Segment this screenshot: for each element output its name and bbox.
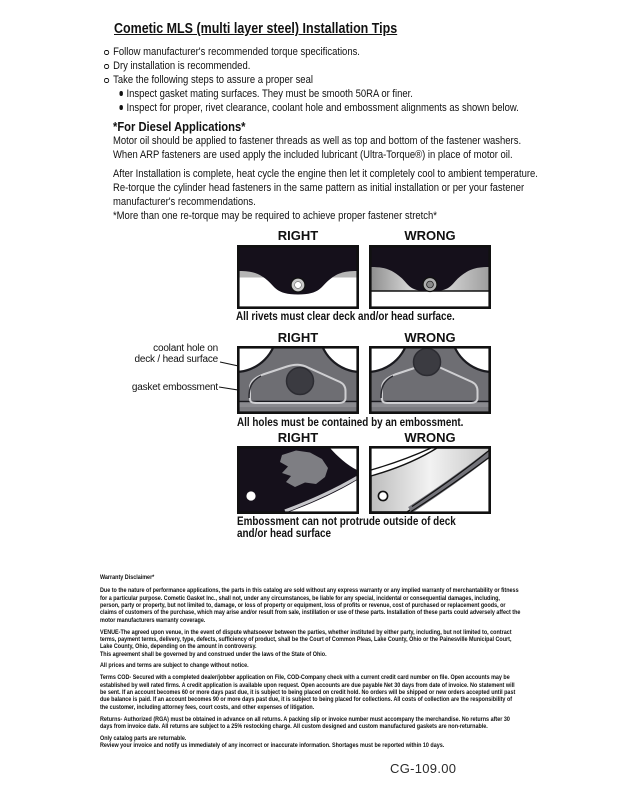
list-item-text: Dry installation is recommended.: [113, 60, 251, 72]
retorque-note: *More than one re-torque may be required to achieve proper fastener stretch*: [113, 210, 437, 222]
right-label: RIGHT: [277, 228, 319, 243]
warranty-paragraph: Review your invoice and notify us immediately of any incorrect or inaccurate information. Shortages must be reported within 10 days.: [100, 742, 445, 750]
row1-caption: All rivets must clear deck and/or head surface.: [236, 311, 455, 323]
right-label: RIGHT: [277, 430, 319, 445]
open-bullet-icon: [104, 64, 109, 70]
list-item-text: Take the following steps to assure a proper seal: [113, 74, 313, 86]
diesel-paragraph-1: Motor oil should be applied to fastener threads as well as top and bottom of the fastener washers. When ARP fasteners are used apply the included lubricant (Ultra-Torque®) in place of motor oil.: [113, 135, 522, 161]
diagram-rivet-right: [237, 245, 359, 309]
coolant-hole-label-line1: coolant hole on: [153, 343, 218, 354]
list-item-text: Inspect for proper, rivet clearance, coolant hole and embossment alignments as shown below.: [126, 102, 519, 114]
warranty-section: [100, 574, 521, 754]
wrong-label: WRONG: [404, 430, 456, 445]
coolant-hole-label: [100, 343, 218, 365]
warranty-paragraph: Due to the nature of performance applications, the parts in this catalog are sold without any express warranty or any implied warranty of merchantability or fitness for a particular purpose. Cometic Gasket Inc., shall not, under any circumstances, be liable for any special, incidental or consequential damages, including, person, party or property, but not limited to, damage, or loss of property or equipment, loss of profits or revenue, cost of purchased or replacement goods, or claims of customers of the purchase, which may arise and/or result from sale, instillation or use of these parts. Installation of these parts could adversely affect the motor manufacturers warranty coverage.: [100, 587, 521, 624]
diagram-embossment-right: [237, 346, 359, 414]
filled-bullet-icon: [119, 105, 123, 109]
row3-caption-line1: Embossment can not protrude outside of deck: [237, 516, 456, 528]
warranty-paragraph: This agreement shall be governed by and construed under the laws of the State of Ohio.: [100, 650, 327, 658]
diagram-protrusion-wrong: [369, 446, 491, 514]
warranty-paragraph: Terms COD- Secured with a completed dealer/jobber application on File, COD-Company check with a current credit card number on file. Open accounts may be established by well rated firms. A credit application is available upon request. Open accounts are due payable Net 30 days from date of invoice. No statement will be sent. If an account becomes 60 or more days past due, it is subject to being placed on credit hold. No orders will be shipped or new orders accepted until past due balance is paid. If an account becomes 90 or more days past due, it is subject to being placed for collections. All costs of collection are the responsibility of the customer, including attorney fees, court costs, and other expenses of litigation.: [100, 674, 516, 711]
wrong-label: WRONG: [404, 330, 456, 345]
list-item-text: Follow manufacturer's recommended torque specifications.: [113, 46, 360, 58]
list-item-text: Inspect gasket mating surfaces. They must be smooth 50RA or finer.: [126, 88, 413, 100]
diesel-heading: *For Diesel Applications*: [113, 119, 246, 134]
diagram-embossment-wrong: [369, 346, 491, 414]
right-label: RIGHT: [277, 330, 319, 345]
diagram-protrusion-right: [237, 446, 359, 514]
page-title: Cometic MLS (multi layer steel) Installation Tips: [114, 21, 398, 37]
warranty-paragraph: All prices and terms are subject to change without notice.: [100, 662, 249, 670]
row3-caption: [237, 517, 456, 540]
open-bullet-icon: [104, 78, 109, 84]
list-item: [104, 45, 551, 59]
gasket-embossment-label: gasket embossment: [131, 382, 218, 393]
coolant-hole-label-line2: deck / head surface: [134, 354, 218, 365]
warranty-paragraph: VENUE-The agreed upon venue, in the event of dispute whatsoever between the parties, whether instituted by either party, including, but not limited to, contract terms, payment terms, delivery, type, defects, sufficiency of product, shall be the Court of Common Pleas, Lake County, Ohio or the Painesville Municipal Court, Lake County, Ohio, depending on the amount in controversy.: [100, 628, 512, 651]
filled-bullet-icon: [119, 91, 123, 95]
warranty-paragraph: Only catalog parts are returnable.: [100, 734, 187, 742]
list-sub-item: [119, 101, 551, 115]
list-sub-item: [119, 87, 551, 101]
row3-caption-line2: and/or head surface: [237, 527, 331, 540]
list-item: [104, 73, 551, 87]
installation-tips-list: [104, 45, 551, 115]
row2-caption: All holes must be contained by an embossment.: [237, 417, 464, 429]
open-bullet-icon: [104, 50, 109, 56]
diesel-paragraph-2: After Installation is complete, heat cycle the engine then let it completely cool to ambient temperature. Re-torque the cylinder head fasteners in the same pattern as initial installation or per your fastener manufacturer's recommendations.: [113, 168, 538, 208]
page-code: CG-109.00: [390, 761, 457, 776]
wrong-label: WRONG: [404, 228, 456, 243]
warranty-heading: Warranty Disclaimer*: [100, 574, 155, 581]
diagram-rivet-wrong: [369, 245, 491, 309]
warranty-paragraph: Returns- Authorized (RGA) must be obtained in advance on all returns. A packing slip or invoice number must accompany the merchandise. No returns after 30 days from invoice date. All returns are subject to a 25% restocking charge. All custom designed and custom manufactured gaskets are non-returnable.: [100, 715, 510, 730]
list-item: [104, 59, 551, 73]
